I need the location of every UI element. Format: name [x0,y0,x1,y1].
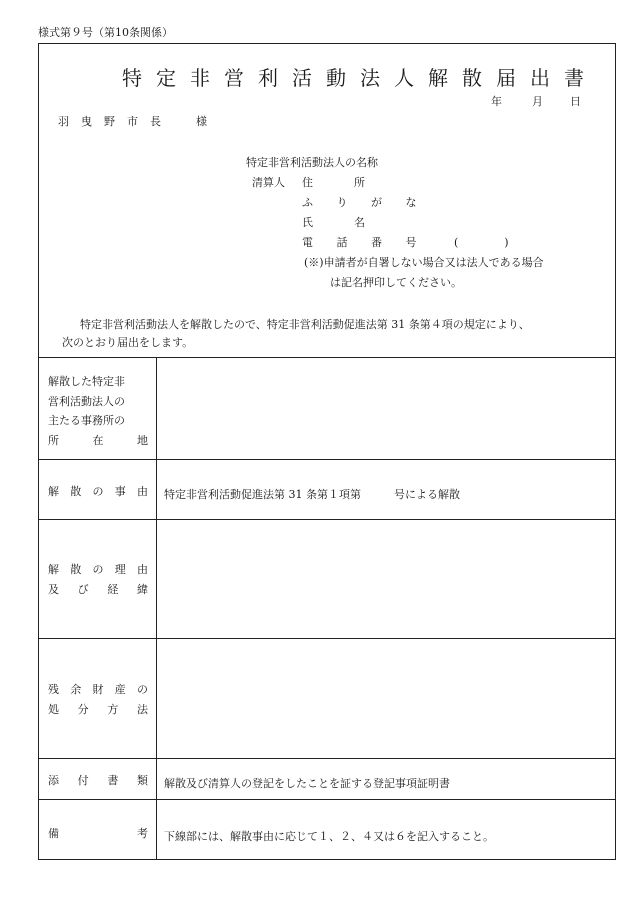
office-label-line: 解散した特定非 [48,375,125,388]
furigana-label: ふ り が な [302,196,427,209]
office-label-line: 主たる事務所の [48,414,125,427]
dissolution-reason-value[interactable]: 特定非営利活動促進法第 31 条第１項第 号による解散 [164,488,460,501]
liquidator-label: 清算人 [252,176,285,189]
date-month: 月 [532,95,543,108]
org-name-label: 特定非営利活動法人の名称 [246,156,378,169]
office-location-label [48,372,148,450]
row-divider [38,357,616,358]
attachments-label: 添 付 書 類 [48,774,148,787]
statement-line1: 特定非営利活動法人を解散したので、特定非営利活動促進法第 31 条第４項の規定により、 [80,318,530,331]
attachments-value: 解散及び清算人の登記をしたことを証する登記事項証明書 [164,777,450,790]
dissolution-cause-label: 解 散 の 理 由 及 び 経 緯 [48,563,148,596]
office-label-line: 営利活動法人の [48,394,125,408]
residual-assets-label: 残 余 財 産 の 処 分 方 法 [48,683,148,716]
signature-note-line2: は記名押印してください。 [330,276,462,289]
address-label: 住 所 [302,176,367,189]
dissolution-reason-label: 解 散 の 事 由 [48,485,148,498]
name-label: 氏 名 [302,216,367,229]
office-label-line: 所 在 地 [48,433,148,447]
row-divider [38,758,616,759]
row-divider [38,638,616,639]
signature-note-line1: (※)申請者が自署しない場合又は法人である場合 [304,256,544,269]
statement-line2: 次のとおり届出をします。 [62,336,194,349]
row-divider [38,519,616,520]
phone-label: 電 話 番 号 [302,236,427,249]
date-day: 日 [570,95,581,108]
phone-parens: ( ) [454,236,517,249]
row-divider [38,799,616,800]
row-divider [38,459,616,460]
addressee: 羽曳野市長 様 [58,115,219,128]
form-number: 様式第９号（第10条関係） [38,26,173,39]
column-divider [156,357,157,860]
date-year: 年 [491,95,502,108]
remarks-label: 備 考 [48,827,148,840]
remarks-value: 下線部には、解散事由に応じて１、２、４又は６を記入すること。 [164,830,494,843]
form-title: 特定非営利活動法人解散届出書 [122,66,598,90]
